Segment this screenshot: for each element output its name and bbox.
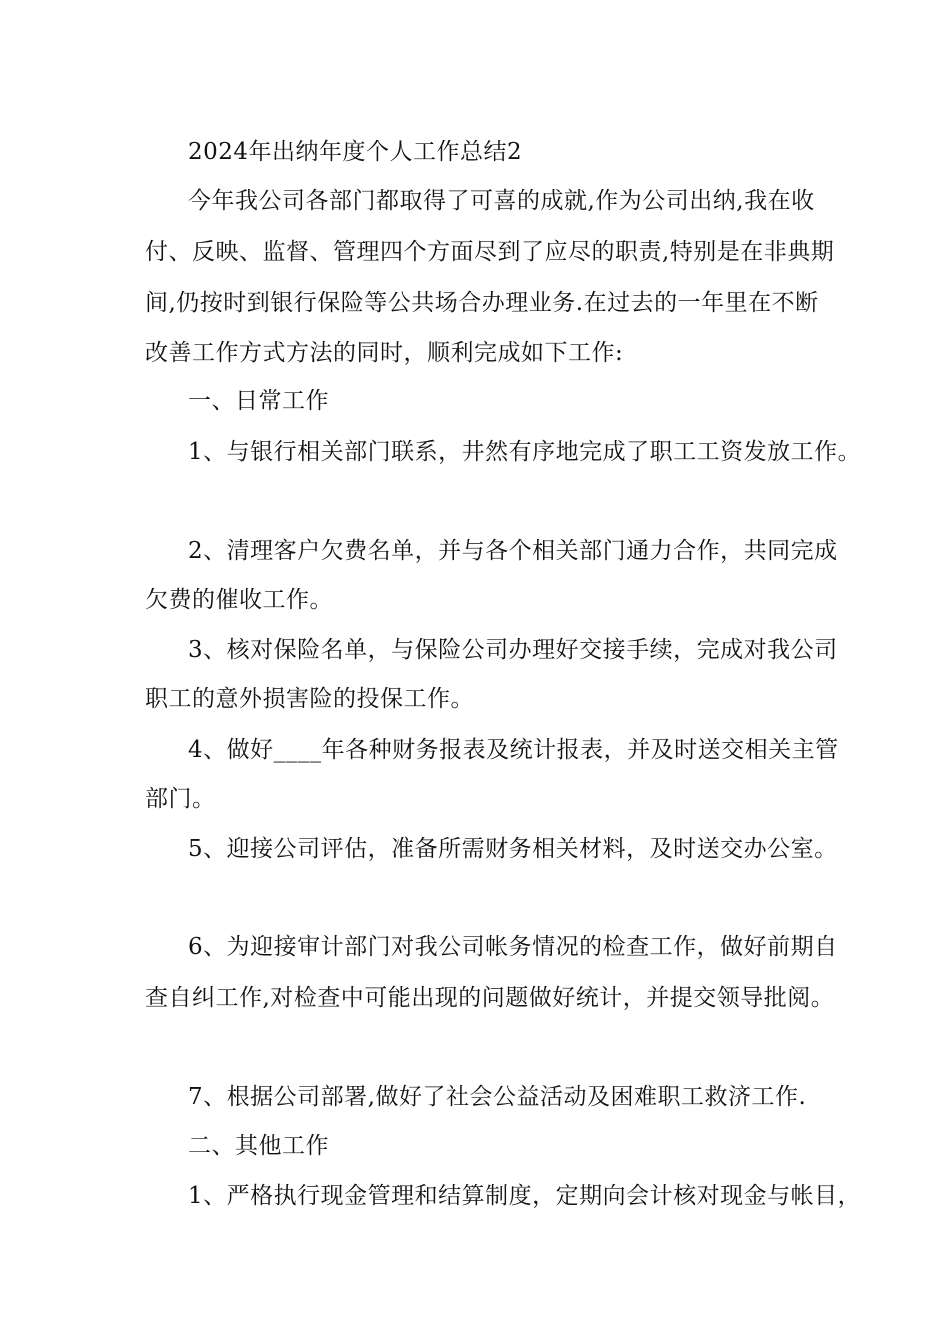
list-item: 6、为迎接审计部门对我公司帐务情况的检查工作，做好前期自 [188, 934, 838, 960]
paragraph-line: 改善工作方式方法的同时，顺利完成如下工作: [145, 340, 624, 366]
paragraph-line: 间,仍按时到银行保险等公共场合办理业务.在过去的一年里在不断 [145, 290, 819, 316]
document-title: 2024年出纳年度个人工作总结2 [188, 139, 523, 165]
paragraph-line: 今年我公司各部门都取得了可喜的成就,作为公司出纳,我在收 [188, 188, 815, 214]
list-item: 4、做好____年各种财务报表及统计报表，并及时送交相关主管 [188, 737, 839, 763]
list-item-continuation: 部门。 [145, 786, 216, 812]
list-item: 7、根据公司部署,做好了社会公益活动及困难职工救济工作. [188, 1084, 807, 1110]
list-item-continuation: 查自纠工作,对检查中可能出现的问题做好统计，并提交领导批阅。 [145, 985, 835, 1011]
paragraph-line: 付、反映、监督、管理四个方面尽到了应尽的职责,特别是在非典期 [145, 239, 835, 265]
section-heading: 一、日常工作 [188, 388, 329, 414]
list-item: 2、清理客户欠费名单，并与各个相关部门通力合作，共同完成 [188, 538, 838, 564]
list-item: 5、迎接公司评估，准备所需财务相关材料，及时送交办公室。 [188, 836, 838, 862]
list-item: 1、严格执行现金管理和结算制度，定期向会计核对现金与帐目， [188, 1183, 862, 1209]
list-item-continuation: 职工的意外损害险的投保工作。 [145, 686, 474, 712]
list-item: 1、与银行相关部门联系，井然有序地完成了职工工资发放工作。 [188, 439, 862, 465]
list-item-continuation: 欠费的催收工作。 [145, 587, 333, 613]
section-heading: 二、其他工作 [188, 1133, 329, 1159]
list-item: 3、核对保险名单，与保险公司办理好交接手续，完成对我公司 [188, 637, 838, 663]
